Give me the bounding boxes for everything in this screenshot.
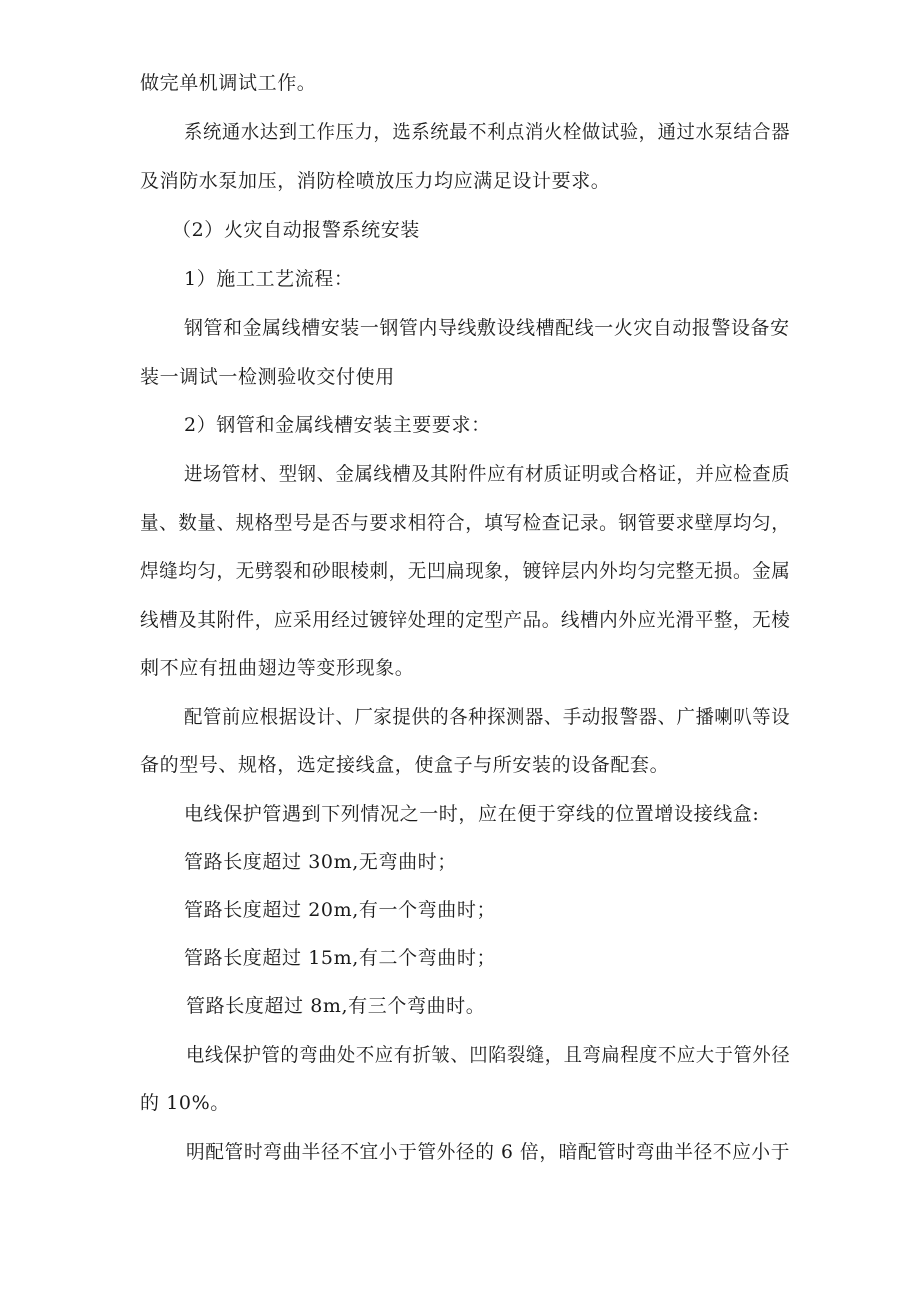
list-item: 管路长度超过 30m,无弯曲时； bbox=[184, 851, 457, 873]
paragraph-line: 线槽及其附件，应采用经过镀锌处理的定型产品。线槽内外应光滑平整，无棱 bbox=[140, 609, 791, 631]
paragraph-line: 刺不应有扭曲翅边等变形现象。 bbox=[140, 657, 415, 679]
paragraph-line: 进场管材、型钢、金属线槽及其附件应有材质证明或合格证，并应检查质 bbox=[184, 463, 791, 485]
section-heading: （2）火灾自动报警系统安装 bbox=[172, 219, 420, 241]
paragraph-line: 系统通水达到工作压力，选系统最不利点消火栓做试验，通过水泵结合器 bbox=[184, 121, 791, 143]
subsection-heading: 2）钢管和金属线槽安装主要要求： bbox=[184, 414, 491, 436]
paragraph-line: 明配管时弯曲半径不宜小于管外径的 6 倍，暗配管时弯曲半径不应小于 bbox=[186, 1141, 790, 1163]
paragraph-line: 钢管和金属线槽安装一钢管内导线敷设线槽配线一火灾自动报警设备安 bbox=[184, 317, 790, 339]
paragraph-line: 装一调试一检测验收交付使用 bbox=[140, 366, 395, 388]
list-item: 管路长度超过 15m,有二个弯曲时； bbox=[184, 947, 497, 969]
paragraph-line: 焊缝均匀，无劈裂和砂眼棱刺，无凹扁现象，镀锌层内外均匀完整无损。金属 bbox=[140, 560, 791, 582]
list-item: 管路长度超过 8m,有三个弯曲时。 bbox=[186, 995, 486, 1017]
list-item: 管路长度超过 20m,有一个弯曲时； bbox=[184, 899, 497, 921]
paragraph-line: 电线保护管的弯曲处不应有折皱、凹陷裂缝，且弯扁程度不应大于管外径 bbox=[186, 1044, 791, 1066]
paragraph-line: 量、数量、规格型号是否与要求相符合，填写检查记录。钢管要求壁厚均匀， bbox=[140, 512, 791, 534]
paragraph-line: 电线保护管遇到下列情况之一时，应在便于穿线的位置增设接线盒: bbox=[184, 803, 760, 825]
subsection-heading: 1）施工工艺流程： bbox=[184, 268, 354, 290]
paragraph-line: 及消防水泵加压，消防栓喷放压力均应满足设计要求。 bbox=[140, 170, 611, 192]
paragraph-line: 做完单机调试工作。 bbox=[140, 72, 317, 94]
paragraph-line: 配管前应根据设计、厂家提供的各种探测器、手动报警器、广播喇叭等设 bbox=[184, 706, 791, 728]
paragraph-line: 备的型号、规格，选定接线盒，使盒子与所安装的设备配套。 bbox=[140, 754, 670, 776]
paragraph-line: 的 10%。 bbox=[140, 1092, 230, 1114]
